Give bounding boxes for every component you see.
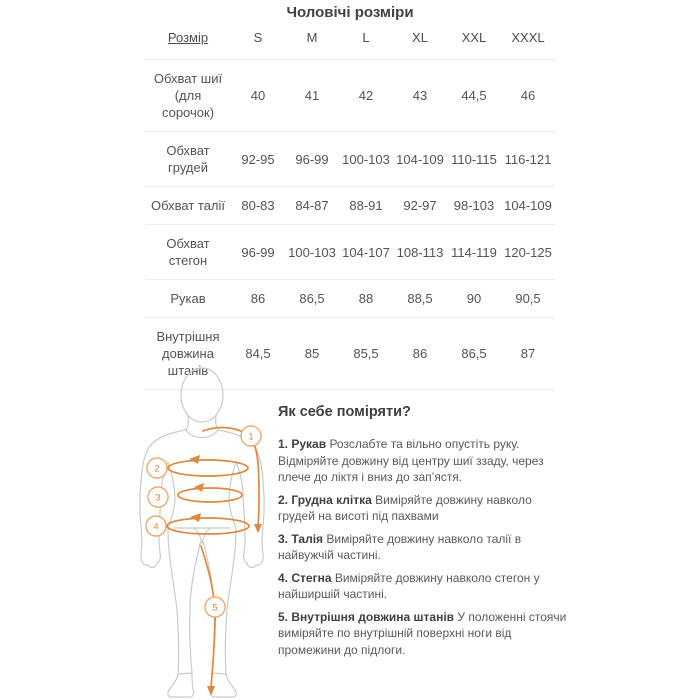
- instruction-item-5: 5. Внутрішня довжина штанів У положенні стоячи виміряйте по внутрішній поверхні ноги від промежини до підлоги.: [278, 609, 567, 657]
- cell-value: 44,5: [447, 60, 501, 132]
- hips-ellipse: [167, 518, 249, 534]
- cell-value: 108-113: [393, 225, 447, 280]
- cell-value: 87: [501, 318, 555, 390]
- cell-value: 43: [393, 60, 447, 132]
- table-row-sleeve: [145, 280, 555, 318]
- instruction-item-2: 2. Грудна клітка Виміряйте довжину навколо грудей на висоті під пахвами: [278, 492, 532, 523]
- instruction-item-4: 4. Стегна Виміряйте довжину навколо стегон у найширшій частині.: [278, 570, 540, 601]
- waist-ellipse: [178, 488, 242, 502]
- cell-value: 88,5: [393, 280, 447, 318]
- svg-text:2: 2: [154, 463, 160, 475]
- cell-value: 46: [501, 60, 555, 132]
- size-table-header-row: [145, 24, 555, 60]
- cell-value: 114-119: [447, 225, 501, 280]
- cell-value: 84-87: [285, 187, 339, 225]
- cell-value: 120-125: [501, 225, 555, 280]
- row-label: Обхват шиї (для сорочок): [145, 60, 231, 132]
- column-header-xxxl: XXXL: [501, 24, 555, 60]
- cell-value: 92-95: [231, 132, 285, 187]
- svg-text:1: 1: [248, 431, 254, 443]
- cell-value: 40: [231, 60, 285, 132]
- cell-value: 86,5: [285, 280, 339, 318]
- cell-value: 88-91: [339, 187, 393, 225]
- row-label: Обхват грудей: [145, 132, 231, 187]
- instructions-heading: Як себе поміряти?: [278, 404, 411, 420]
- measure-instructions: [278, 404, 568, 664]
- row-label: Внутрішня довжина штанів: [145, 318, 231, 390]
- measurement-marks: [167, 428, 262, 696]
- cell-value: 42: [339, 60, 393, 132]
- cell-value: 116-121: [501, 132, 555, 187]
- cell-value: 84,5: [231, 318, 285, 390]
- svg-text:4: 4: [153, 521, 159, 533]
- size-table: [145, 24, 555, 390]
- cell-value: 100-103: [285, 225, 339, 280]
- row-label: Обхват талії: [145, 187, 231, 225]
- cell-value: 104-107: [339, 225, 393, 280]
- instruction-item-3: 3. Талія Виміряйте довжину навколо талії в найвужчій частині.: [278, 531, 522, 562]
- cell-value: 96-99: [285, 132, 339, 187]
- column-header-l: L: [339, 24, 393, 60]
- cell-value: 90,5: [501, 280, 555, 318]
- row-label: Обхват стегон: [145, 225, 231, 280]
- cell-value: 86,5: [447, 318, 501, 390]
- cell-value: 110-115: [447, 132, 501, 187]
- cell-value: 85: [285, 318, 339, 390]
- column-header-xxl: XXL: [447, 24, 501, 60]
- cell-value: 92-97: [393, 187, 447, 225]
- column-header-xl: XL: [393, 24, 447, 60]
- cell-value: 98-103: [447, 187, 501, 225]
- table-row-neck: [145, 60, 555, 132]
- cell-value: 80-83: [231, 187, 285, 225]
- row-label: Рукав: [145, 280, 231, 318]
- cell-value: 96-99: [231, 225, 285, 280]
- chest-ellipse: [168, 460, 248, 476]
- table-row-chest: [145, 132, 555, 187]
- instruction-item-1: 1. Рукав Розслабте та вільно опустіть руку. Відміряйте довжину від центру шиї ззаду, через плече до ліктя і вниз до зап’ястя.: [278, 437, 544, 484]
- cell-value: 88: [339, 280, 393, 318]
- cell-value: 104-109: [501, 187, 555, 225]
- cell-value: 100-103: [339, 132, 393, 187]
- svg-text:5: 5: [212, 602, 218, 614]
- column-header-m: M: [285, 24, 339, 60]
- cell-value: 41: [285, 60, 339, 132]
- table-row-waist: [145, 187, 555, 225]
- cell-value: 90: [447, 280, 501, 318]
- column-header-size-label[interactable]: Розмір: [145, 24, 231, 60]
- table-row-hips: [145, 225, 555, 280]
- page-title: Чоловічі розміри: [286, 4, 414, 21]
- column-header-s: S: [231, 24, 285, 60]
- body-measurement-diagram: [130, 358, 280, 700]
- cell-value: 86: [231, 280, 285, 318]
- cell-value: 85,5: [339, 318, 393, 390]
- cell-value: 104-109: [393, 132, 447, 187]
- svg-text:3: 3: [155, 492, 161, 504]
- cell-value: 86: [393, 318, 447, 390]
